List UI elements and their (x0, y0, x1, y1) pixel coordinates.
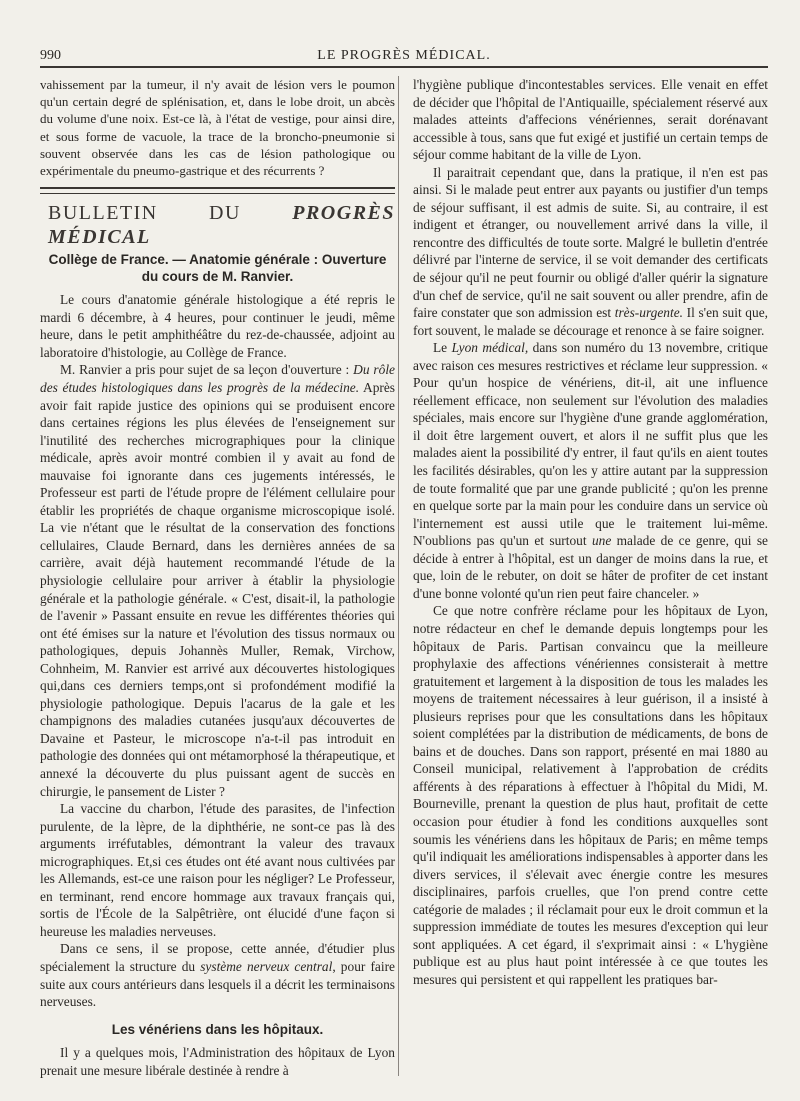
bulletin-title: BULLETIN DU PROGRÈS MÉDICAL (48, 202, 395, 249)
preceding-article-end: vahissement par la tumeur, il n'y avait de lésion vers le poumon qu'un certain degré de splénisation, et, dans le lobe droit, un abcès du volume d'une noix. Est-ce là, à l'état de vestige, pour ainsi dire, et sous forme de vacuole, la trace de la broncho-pneumonie si souvent observée dans les cas de lésion pathologique ou expérimentale du pneumo-gastrique et des récurrents ? (40, 77, 395, 179)
paragraph: La vaccine du charbon, l'étude des parasites, de l'infection purulente, de la lèpre, de la diphthérie, ne sont-ce pas là des arguments irréfutables, démontrant la valeur des travaux micrographiques. Et,si ces études ont été avant nous cultivées par les Allemands, est-ce une raison pour les négliger? Le Professeur, en terminant, rend encore hommage aux travaux français qui, sortis de l'École de la Salpêtrière, ont élucidé d'une façon si heureuse les maladies nerveuses. (40, 801, 395, 939)
section-rule (40, 187, 395, 194)
right-column (413, 76, 768, 988)
page-number: 990 (40, 48, 61, 63)
section-heading-veneriens: Les vénériens dans les hôpitaux. (111, 1021, 324, 1037)
paragraph: Le Lyon médical, dans son numéro du 13 novembre, critique avec raison ces mesures restrictives et réclame leur suppression. « Pour qu'un hospice de vénériens, dit-il, ait une influence réellement efficace, non seulement sur l'évolution des maladies spéciales, mais encore sur l'hygiène d'une grande agglomération, il doit être largement ouvert, et alors il ne suffit plus que les malades aient la possibilité d'y entrer, il faut qu'ils en aient toutes les facilités désirables, qu'on les y attire autant par la suppression de toute formalité que par une grande publicité ; qu'on les prenne en quelque sorte par la main pour les conduire dans un service où l'internement est aussi utile que le traitement lui-même. N'oublions pas qu'un et surtout une malade de ce genre, qui se décide à entrer à l'hôpital, est un danger de moins dans la rue, et que, loin de le rebuter, on doit se hâter de profiter de cet instant d'une bonne volonté qu'un rien peut faire chanceler. » (413, 340, 768, 601)
paragraph: Dans ce sens, il se propose, cette année, d'étudier plus spécialement la structure du système nerveux central, pour faire suite aux cours antérieurs dans lesquels il a décrit les terminaisons nerveuses. (40, 941, 395, 1010)
paragraph: Il paraitrait cependant que, dans la pratique, il n'en est pas ainsi. Si le malade peut entrer aux payants ou justifier d'un temps de séjour suffisant, il est admis de suite. Si, au contraire, il est indigent et étranger, ou nouvellement arrivé dans la ville, il rencontre des difficultés de toute sorte. Malgré le bulletin d'entrée délivré par l'interne de service, il se voit demander des certificats de séjour qu'il ne peut fournir ou obligé d'aller quérir la signature d'un chef de service, qu'il ne sait souvent ou aller prendre, afin de faire constater que son admission est très-urgente. Il s'en suit que, fort souvent, le malade se décourage et renonce à se faire soigner. (413, 164, 768, 338)
column-divider (398, 76, 399, 1076)
paragraph: Le cours d'anatomie générale histologique a été repris le mardi 6 décembre, à 4 heures, pour continuer le jeudi, même heure, dans le petit amphithéâtre du rez-de-chaussée, adjoint au laboratoire d'histologie, au Collège de France. (40, 292, 395, 360)
running-title: LE PROGRÈS MÉDICAL. (317, 48, 491, 63)
paragraph: l'hygiène publique d'incontestables services. Elle venait en effet de décider que l'hôpital de l'Antiquaille, spécialement réservé aux malades atteints d'affecions vénériennes, serait dorénavant accessible à tous, sans que fut exigé et justifié un certain temps de séjour comme habitant de la ville de Lyon. (413, 77, 768, 163)
page-header (40, 44, 768, 68)
paragraph: Il y a quelques mois, l'Administration des hôpitaux de Lyon prenait une mesure libérale destinée à rendre à (40, 1045, 395, 1078)
section-heading-college-de-france: Collège de France. — Anatomie générale : Ouverture du cours de M. Ranvier. (48, 252, 387, 285)
paragraph: Ce que notre confrère réclame pour les hôpitaux de Lyon, notre rédacteur en chef le demande depuis longtemps pour les hôpitaux de Paris. Partisan convaincu que la meilleure prophylaxie des affections vénériennes consisterait à mettre gratuitement et largement à la disposition de tous les malades les moyens de traitement nécessaires à leur guérison, il a insisté à plusieurs reprises pour que les consultations dans les hôpitaux soient complétées par la distribution de médicaments, de bons de bains et de douches. Dans son rapport, présenté en mai 1880 au Conseil municipal, relativement à l'approbation de crédits afférents à des réparations à effectuer à l'hôpital du Midi, M. Bourneville, prenant la question de plus haut, profitait de cette occasion pour étudier à fond les conditions auxquelles sont soumis les vénériens dans les hôpitaux de Paris; en même temps qu'il indiquait les améliorations indispensables à apporter dans les divers services, il s'élevait avec énergie contre les mesures disciplinaires, parfois cruelles, que l'on prend contre cette catégorie de malades ; il réclamait pour eux le droit commun et la suppression immédiate de toutes les mesures d'exception qui leur sont appliquées. A cet égard, il s'exprimait ainsi : « L'hygiène publique est au plus haut point intéressée à ce que toutes les mesures qui persistent et qui rappellent les pratiques bar- (413, 603, 768, 987)
header-rule (40, 66, 768, 68)
left-column (40, 76, 395, 1079)
paragraph: M. Ranvier a pris pour sujet de sa leçon d'ouverture : Du rôle des études histologiques dans les progrès de la médecine. Après avoir fait rapide justice des opinions qui se produisent encore dans certaines régions les plus élevées de l'enseignement sur l'inutilité des recherches micrographiques pour la clinique médicale, après avoir montré combien il y avait au fond de mauvaise foi ignorante dans ces jugements intéressés, le Professeur est parti de l'étude propre de l'élément cellulaire pour établir les propriétés de chaque organisme microscopique isolé. La vie n'étant que le résultat de la conservation des fonctions cellulaires, Claude Bernard, dans les dernières années de sa carrière, avait déjà hautement recommandé l'étude de la physiologie cellulaire pour arriver à établir la physiologie générale et la pathologie générale. « C'est, disait-il, la pathologie de l'avenir » Passant ensuite en revue les différentes théories qui ont été émises sur la nature et l'évolution des tissus normaux ou pathologiques, depuis Johannès Muller, Remak, Virchow, Cohnheim, M. Ranvier est arrivé aux découvertes histologiques qui,dans ces derniers temps,ont si profondément modifié la physiologie pathologique. Depuis l'acarus de la gale et les champignons des maladies cutanées jusqu'aux découvertes de Davaine et Pasteur, le microscope n'a-t-il pas introduit en pathologie des données qui ont métamorphosé la thérapeutique, et annexé la découverte du plus puissant agent de succès en chirurgie, le pansement de Lister ? (40, 362, 395, 799)
